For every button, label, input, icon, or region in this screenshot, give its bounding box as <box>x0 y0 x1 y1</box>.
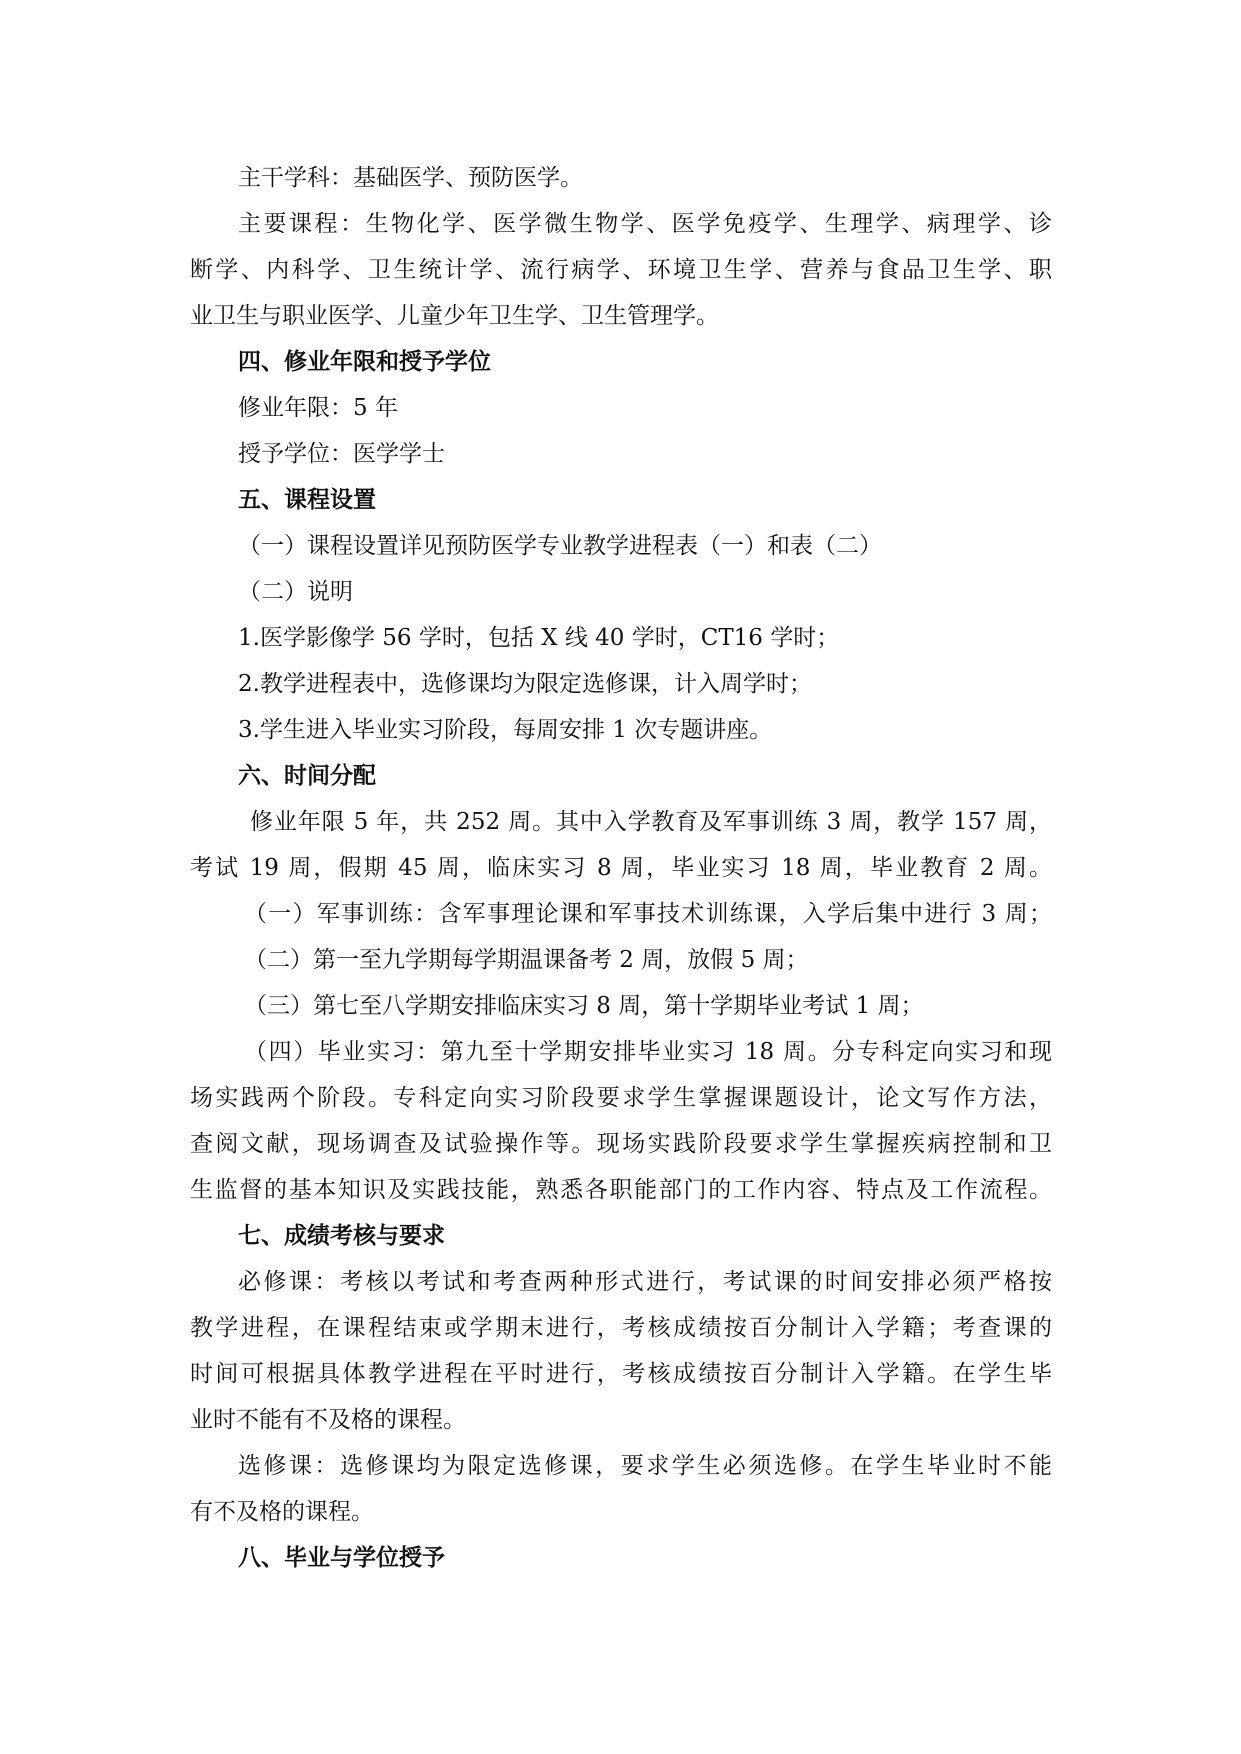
text-line <box>190 799 1052 845</box>
text-line <box>190 201 1052 247</box>
line-text: 修业年限：5 年 <box>238 395 398 421</box>
text-line <box>190 293 1052 339</box>
text-line <box>190 661 1052 707</box>
text-line <box>190 1305 1052 1351</box>
text-line <box>190 1259 1052 1305</box>
line-text: 场实践两个阶段。专科定向实习阶段要求学生掌握课题设计，论文写作方法， <box>190 1085 1052 1111</box>
line-text: （二）说明 <box>238 579 353 605</box>
heading-text: 六、时间分配 <box>238 763 376 789</box>
line-text: 时间可根据具体教学进程在平时进行，考核成绩按百分制计入学籍。在学生毕 <box>190 1361 1052 1387</box>
line-text: 选修课：选修课均为限定选修课，要求学生必须选修。在学生毕业时不能 <box>238 1453 1052 1479</box>
text-line <box>190 569 1052 615</box>
heading-text: 八、毕业与学位授予 <box>238 1545 445 1571</box>
text-line <box>190 983 1052 1029</box>
text-line <box>190 385 1052 431</box>
line-text: 授予学位：医学学士 <box>238 441 445 467</box>
text-line <box>190 707 1052 753</box>
text-line <box>190 247 1052 293</box>
line-text: 考试 19 周，假期 45 周，临床实习 8 周，毕业实习 18 周，毕业教育 2 周。 <box>190 855 1052 881</box>
line-text: （三）第七至八学期安排临床实习 8 周，第十学期毕业考试 1 周； <box>244 993 924 1019</box>
line-text: 业卫生与职业医学、儿童少年卫生学、卫生管理学。 <box>190 303 719 329</box>
text-line <box>190 1167 1052 1213</box>
text-line <box>190 845 1052 891</box>
line-text: 2.教学进程表中，选修课均为限定选修课，计入周学时； <box>238 671 812 697</box>
text-line <box>190 1075 1052 1121</box>
text-line <box>190 1029 1052 1075</box>
heading-text: 七、成绩考核与要求 <box>238 1223 445 1249</box>
line-text: 有不及格的课程。 <box>190 1499 374 1525</box>
text-line <box>190 155 1052 201</box>
line-text: 修业年限 5 年，共 252 周。其中入学教育及军事训练 3 周，教学 157 周， <box>250 809 1052 835</box>
line-text: 业时不能有不及格的课程。 <box>190 1407 466 1433</box>
text-line <box>190 937 1052 983</box>
text-line <box>190 1397 1052 1443</box>
section-heading <box>190 753 1052 799</box>
text-line <box>190 1121 1052 1167</box>
section-heading <box>190 1213 1052 1259</box>
line-text: （一）课程设置详见预防医学专业教学进程表（一）和表（二） <box>238 533 882 559</box>
line-text: 必修课：考核以考试和考查两种形式进行，考试课的时间安排必须严格按 <box>238 1269 1052 1295</box>
section-heading <box>190 477 1052 523</box>
line-text: 查阅文献，现场调查及试验操作等。现场实践阶段要求学生掌握疾病控制和卫 <box>190 1131 1052 1157</box>
line-text: 3.学生进入毕业实习阶段，每周安排 1 次专题讲座。 <box>238 717 773 743</box>
text-line <box>190 1443 1052 1489</box>
line-text: （二）第一至九学期每学期温课备考 2 周，放假 5 周； <box>244 947 809 973</box>
line-text: 断学、内科学、卫生统计学、流行病学、环境卫生学、营养与食品卫生学、职 <box>190 257 1052 283</box>
text-line <box>190 431 1052 477</box>
line-text: （一）军事训练：含军事理论课和军事技术训练课，入学后集中进行 3 周； <box>244 901 1052 927</box>
text-line <box>190 615 1052 661</box>
line-text: 主干学科：基础医学、预防医学。 <box>238 165 583 191</box>
text-line <box>190 523 1052 569</box>
line-text: 主要课程：生物化学、医学微生物学、医学免疫学、生理学、病理学、诊 <box>238 211 1052 237</box>
line-text: （四）毕业实习：第九至十学期安排毕业实习 18 周。分专科定向实习和现 <box>244 1039 1052 1065</box>
text-line <box>190 1489 1052 1535</box>
text-line <box>190 891 1052 937</box>
section-heading <box>190 339 1052 385</box>
document-page <box>190 155 1052 1581</box>
line-text: 1.医学影像学 56 学时，包括 X 线 40 学时，CT16 学时； <box>238 625 840 651</box>
heading-text: 四、修业年限和授予学位 <box>238 349 491 375</box>
text-line <box>190 1351 1052 1397</box>
heading-text: 五、课程设置 <box>238 487 376 513</box>
line-text: 教学进程，在课程结束或学期末进行，考核成绩按百分制计入学籍；考查课的 <box>190 1315 1052 1341</box>
line-text: 生监督的基本知识及实践技能，熟悉各职能部门的工作内容、特点及工作流程。 <box>190 1177 1052 1203</box>
section-heading <box>190 1535 1052 1581</box>
